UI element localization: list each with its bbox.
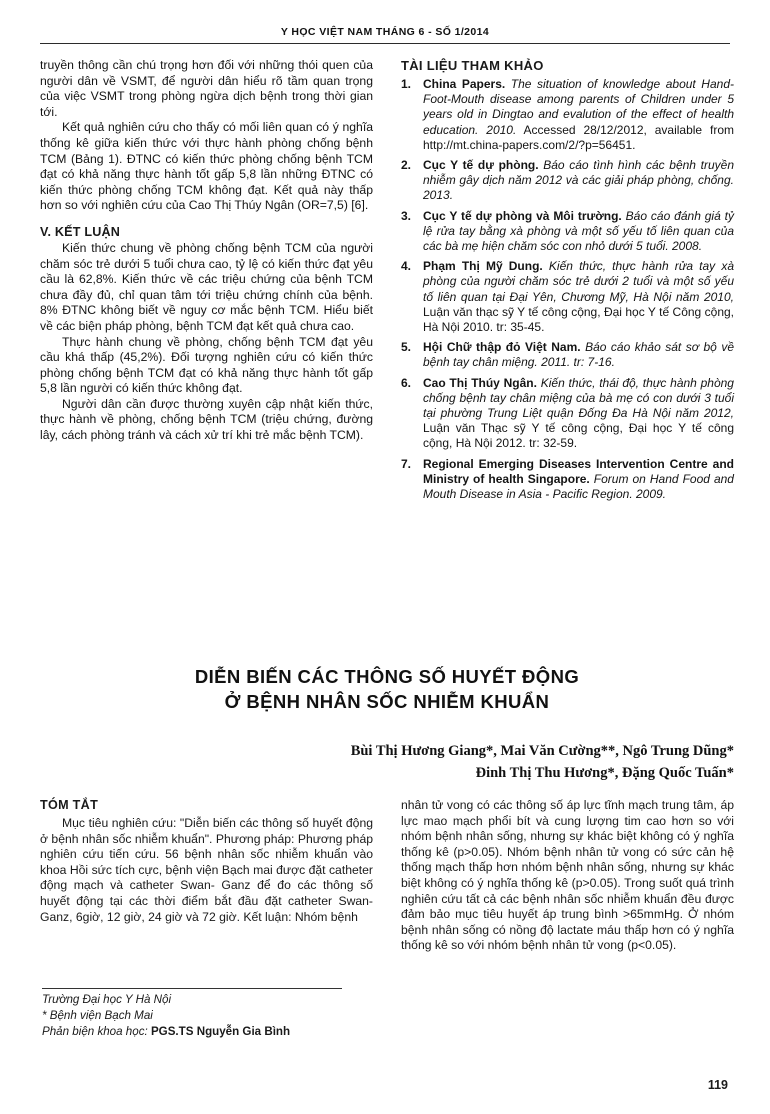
reference-number: 4.	[401, 259, 412, 274]
footnotes	[42, 988, 382, 1040]
abstract-left-column	[40, 798, 373, 954]
abstract-title: TÓM TẮT	[40, 798, 99, 812]
reference-item	[401, 457, 734, 503]
reference-source: Cục Y tế dự phòng.	[423, 158, 539, 173]
abstract-text-right: nhân tử vong có các thông số áp lực tĩnh mạch trung tâm, áp lực mao mạch phổi bít và cung lượng tim cao hơn so với nhóm bệnh nhân sống, nhưng sự khác biệt không có ý nghĩa thống kê (p>0.05). Nhóm bệnh nhân tử vong có sức cản hệ thống mạch thấp hơn nhóm bệnh nhân sống, nhưng sự khác biệt không có ý nghĩa thống kê (p>0.05). Trong suốt quá trình nghiên cứu tất cả các bệnh nhân sốc nhiễm khuẩn đều được đảm bảo mục tiêu huyết áp trung bình >65mmHg. Ở nhóm bệnh nhân sống có nồng độ lactate máu thấp hơn có ý nghĩa thống kê so với nhóm bệnh nhân tử vong (p<0.05).	[401, 798, 734, 953]
reference-body: Forum on Hand Food and Mouth Disease in Asia - Pacific Region. 2009.	[423, 471, 734, 502]
reference-item	[401, 158, 734, 204]
running-head: Y HỌC VIỆT NAM THÁNG 6 - SỐ 1/2014	[280, 26, 490, 38]
reference-item	[401, 209, 734, 255]
paragraph: Kết quả nghiên cứu cho thấy có mối liên quan có ý nghĩa thống kê giữa kiến thức với thực hành phòng chống bệnh TCM (Bảng 1). ĐTNC có kiến thức phòng chống bệnh TCM đạt có khả năng thực hành tốt gấp 5,8 lần những ĐTNC có kiến thức phòng chống TCM không đạt. Kết quả này thấp hơn so với nghiên cứu của Cao Thị Thúy Ngân (OR=7,5) [6].	[40, 120, 373, 213]
paragraph: Thực hành chung về phòng, chống bệnh TCM đạt yêu cầu khá thấp (45,2%). Đối tượng nghiên cứu có kiến thức phòng chống bệnh TCM đạt có khả năng thực hành tốt gấp 5,8 lần người có kiến thức không đạt.	[40, 334, 373, 396]
references-title: TÀI LIỆU THAM KHẢO	[401, 58, 544, 73]
paragraph: Người dân cần được thường xuyên cập nhật kiến thức, thực hành về phòng, chống bệnh TCM (triệu chứng, đường lây, cách phòng tránh và cách xử trí khi trẻ mắc bệnh TCM).	[40, 396, 373, 443]
authors-line-1: Bùi Thị Hương Giang*, Mai Văn Cường**, Ngô Trung Dũng*	[350, 743, 734, 759]
reference-body: Báo cáo tình hình các bệnh truyền nhiễm gây dịch năm 2012 và các giải pháp phòng, chống. 2013.	[423, 158, 734, 203]
reference-number: 2.	[401, 158, 412, 173]
reference-number: 1.	[401, 77, 412, 91]
article-title-line-1: DIỄN BIẾN CÁC THÔNG SỐ HUYẾT ĐỘNG	[194, 666, 580, 687]
reference-source: China Papers.	[423, 77, 506, 91]
authors-line-2: Đinh Thị Thu Hương*, Đặng Quốc Tuấn*	[475, 765, 734, 781]
reference-number: 5.	[401, 340, 412, 355]
author-list	[40, 740, 734, 784]
reference-source: Cao Thị Thúy Ngân.	[423, 375, 537, 390]
reference-number: 3.	[401, 208, 412, 223]
reference-body: Báo cáo đánh giá tỷ lệ rửa tay bằng xà phòng và một số yếu tố liên quan của các bà mẹ hiện chăm sóc con nhỏ dưới 5 tuổi. 2008.	[423, 208, 735, 254]
reference-item	[401, 376, 734, 452]
paragraph: truyền thông cần chú trọng hơn đối với những thói quen của người dân về VSMT, để người dân hiểu rõ tầm quan trọng của việc VSMT trong phòng ngừa dịch bệnh trong thời gian tới.	[40, 58, 373, 119]
page-number: 119	[707, 1078, 728, 1092]
header-rule	[40, 43, 730, 44]
reference-item	[401, 259, 734, 335]
reviewer-line	[42, 1024, 382, 1040]
article-title	[40, 664, 734, 714]
reference-list	[401, 77, 734, 502]
paragraph: Kiến thức chung về phòng chống bệnh TCM của người chăm sóc trẻ dưới 5 tuổi chưa cao, tỷ lệ có kiến thức đạt yêu cầu là 62,8%. Kiến thức về các triệu chứng của bệnh TCM chưa đầy đủ, chỉ quan tâm tới triệu chứng chính của bệnh. 8% ĐTNC không biết về nguy cơ mắc bệnh TCM. Hiểu biết về các biện pháp phòng, bệnh TCM đạt kết quả chưa cao.	[40, 240, 373, 333]
abstract-text-left: Mục tiêu nghiên cứu: "Diễn biến các thông số huyết động ở bệnh nhân sốc nhiễm khuẩn". Phương pháp: Phương pháp nghiên cứu tiến cứu. 56 bệnh nhân sốc nhiễm khuẩn vào khoa Hồi sức tích cực, bệnh viện Bạch mai được đặt catheter động mạch và catheter Swan- Ganz để đo các thông số huyết động tại các thời điểm bắt đầu đặt catheter Swan- Ganz, 6giờ, 12 giờ, 24 giờ và 72 giờ. Kết luận: Nhóm bệnh	[40, 816, 373, 924]
reference-tail: Luận văn Thạc sỹ Y tế công cộng, Đại học Y tế công cộng, Hà Nội 2012. tr: 32-59.	[423, 421, 734, 451]
reference-source: Phạm Thị Mỹ Dung.	[423, 259, 543, 274]
reference-source: Regional Emerging Diseases Intervention Centre and Ministry of health Singapore.	[423, 456, 734, 486]
footnote-affiliation-2: * Bệnh viện Bạch Mai	[42, 1009, 153, 1022]
reference-tail: Accessed 28/12/2012, available from http://mt.china-papers.com/2/?p=56451.	[423, 122, 734, 152]
reference-body: Kiến thức, thực hành rửa tay xà phòng của người chăm sóc trẻ dưới 2 tuổi và một số yếu tố liên quan tại Đại Yên, Chương Mỹ, Hà Nội năm 2010,	[423, 259, 735, 304]
reviewer-name: PGS.TS Nguyễn Gia Bình	[150, 1025, 291, 1038]
reference-body: The situation of knowledge about Hand-Foot-Mouth disease among parents of Children under 5 years old in Dingtao and evalution of the effect of health education. 2010.	[423, 77, 734, 137]
reference-item	[401, 340, 734, 370]
reference-number: 6.	[401, 375, 412, 390]
top-two-column-section	[40, 58, 734, 507]
abstract-right-column	[401, 798, 734, 954]
left-text-column	[40, 58, 373, 507]
footnote-affiliation-1: Trường Đại học Y Hà Nội	[42, 993, 172, 1006]
abstract-section	[40, 798, 734, 954]
reference-tail: Luận văn thạc sỹ Y tế công cộng, Đại học Y tế Công cộng, Hà Nội 2010. tr: 35-45.	[423, 304, 734, 335]
reference-body: Báo cáo khảo sát sơ bộ về bệnh tay chân miệng. 2011. tr: 7-16.	[423, 340, 734, 370]
reviewer-label: Phản biện khoa học:	[42, 1025, 148, 1038]
reference-source: Hội Chữ thập đỏ Việt Nam.	[423, 340, 581, 355]
reference-item	[401, 77, 734, 153]
reference-body: Kiến thức, thái độ, thực hành phòng chống bệnh tay chân miệng của bà mẹ có con dưới 3 tuổi tại phường Trung Liệt quận Đống Đa Hà Nội năm 2012,	[423, 375, 734, 421]
reference-number: 7.	[401, 456, 412, 471]
footnote-rule	[42, 988, 342, 989]
reference-source: Cục Y tế dự phòng và Môi trường.	[423, 208, 622, 223]
article-title-line-2: Ở BỆNH NHÂN SỐC NHIỄM KHUẨN	[224, 691, 550, 712]
references-column	[401, 58, 734, 507]
section-heading-conclusion: V. KẾT LUẬN	[40, 224, 121, 239]
